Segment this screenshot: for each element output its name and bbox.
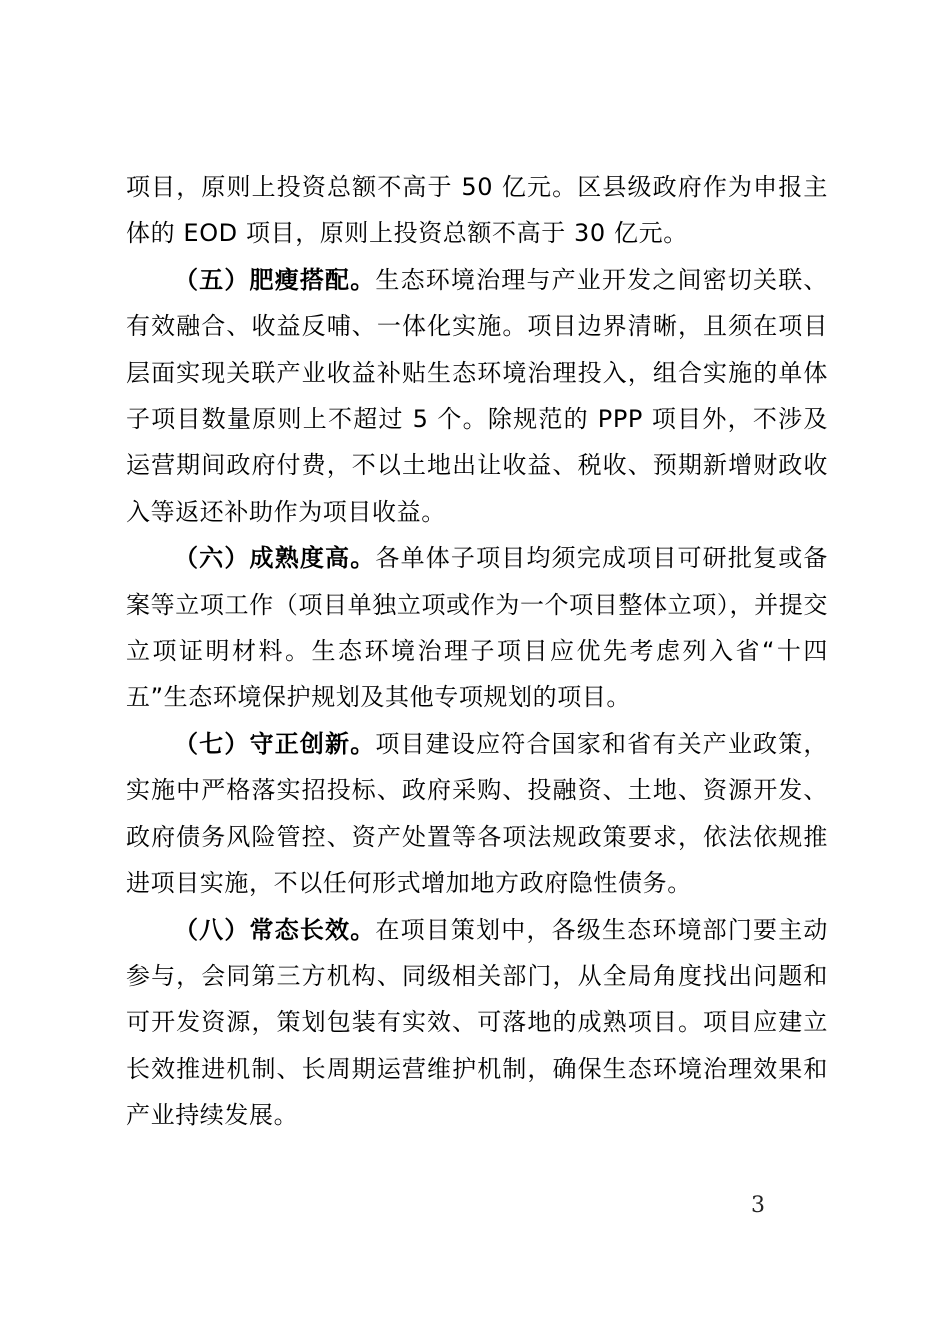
- paragraph-continuation: [126, 164, 828, 257]
- section-heading: （五）肥瘦搭配。: [174, 265, 376, 294]
- paragraph-section-6: [126, 535, 828, 721]
- document-body: [126, 164, 828, 1139]
- paragraph-text: 项目建设应符合国家和省有关产业政策，实施中严格落实招投标、政府采购、投融资、土地、资源开发、政府债务风险管控、资产处置等各项法规政策要求，依法依规推进项目实施，不以任何形式增加地方政府隐性债务。: [126, 729, 828, 898]
- paragraph-text: 项目，原则上投资总额不高于 50 亿元。区县级政府作为申报主体的 EOD 项目，原则上投资总额不高于 30 亿元。: [126, 173, 828, 248]
- paragraph-text: 生态环境治理与产业开发之间密切关联、有效融合、收益反哺、一体化实施。项目边界清晰，且须在项目层面实现关联产业收益补贴生态环境治理投入，组合实施的单体子项目数量原则上不超过 5 个。除规范的 PPP 项目外，不涉及运营期间政府付费，不以土地出让收益、税收、预期新增财政收入等返还补助作为项目收益。: [126, 265, 828, 526]
- section-heading: （七）守正创新。: [174, 729, 376, 758]
- section-heading: （八）常态长效。: [174, 915, 376, 944]
- paragraph-text: 在项目策划中，各级生态环境部门要主动参与，会同第三方机构、同级相关部门，从全局角度找出问题和可开发资源，策划包装有实效、可落地的成熟项目。项目应建立长效推进机制、长周期运营维护机制，确保生态环境治理效果和产业持续发展。: [126, 915, 828, 1130]
- paragraph-section-5: [126, 257, 828, 535]
- paragraph-text: 各单体子项目均须完成项目可研批复或备案等立项工作（项目单独立项或作为一个项目整体立项），并提交立项证明材料。生态环境治理子项目应优先考虑列入省“十四五”生态环境保护规划及其他专项规划的项目。: [126, 544, 828, 712]
- paragraph-section-8: [126, 907, 828, 1139]
- section-heading: （六）成熟度高。: [174, 544, 376, 573]
- page-number: 3: [751, 1193, 765, 1218]
- paragraph-section-7: [126, 721, 828, 907]
